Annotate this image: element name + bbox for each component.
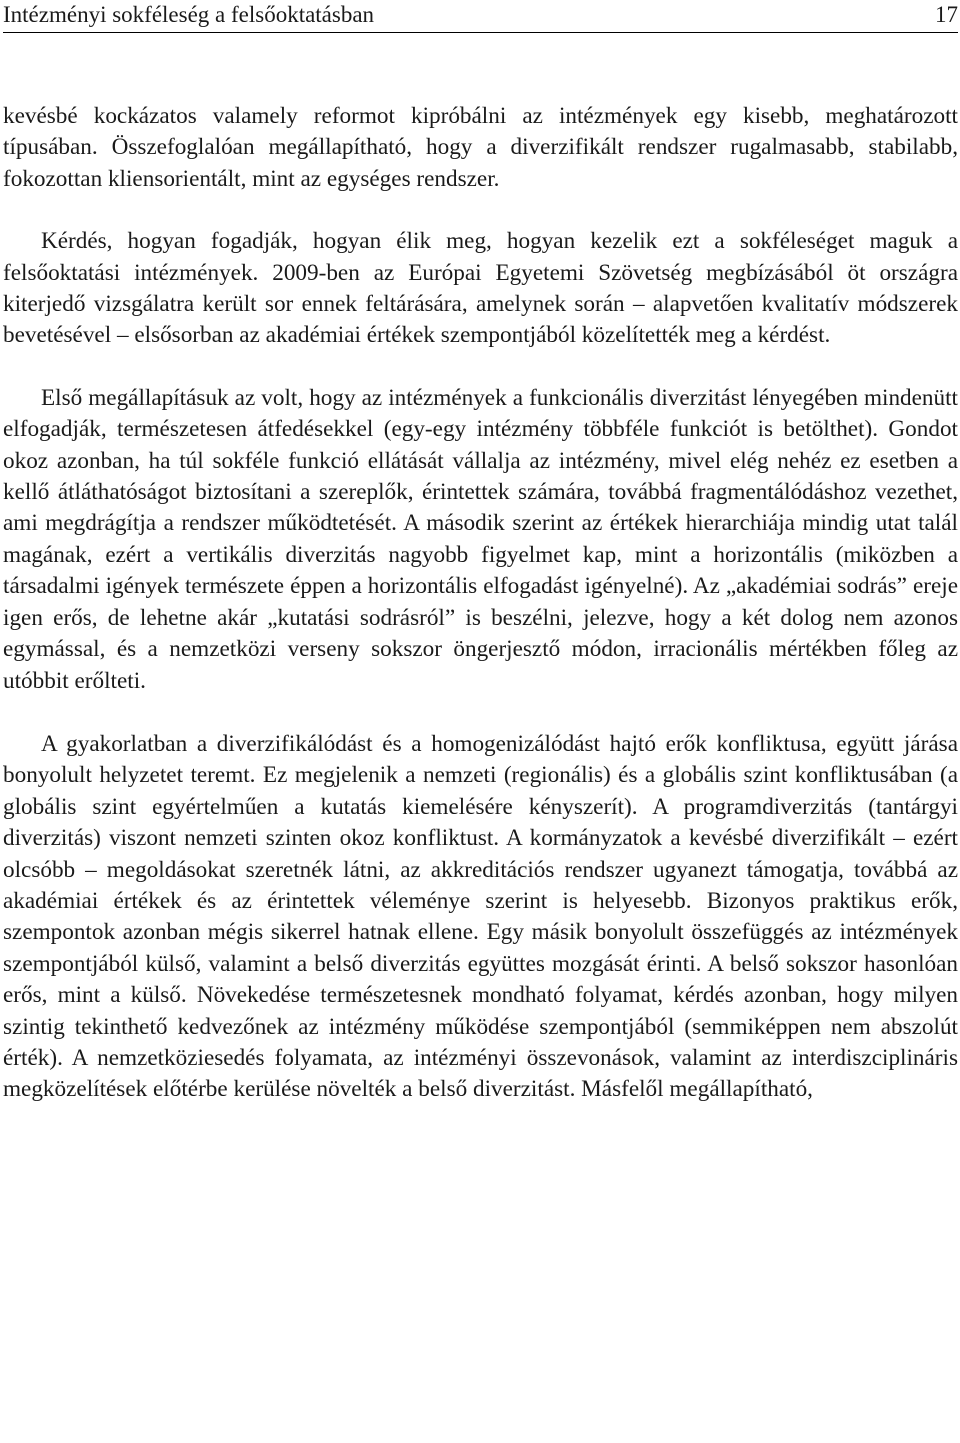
paragraph: Kérdés, hogyan fogadják, hogyan élik meg, hogyan kezelik ezt a sokféleséget maguk a felsőoktatási intézmények. 2009-ben az Európai Egyetemi Szövetség megbízásából öt országra kiterjedő vizsgálatra került sor ennek feltárására, amelynek során – alapvetően kvalitatív módszerek bevetésével – elsősorban az akadémiai értékek szempontjából közelítették meg a kérdést. [3, 228, 958, 349]
paragraph-continuation: kevésbé kockázatos valamely reformot kipróbálni az intézmények egy kisebb, meghatározott típusában. Összefoglalóan megállapítható, hogy a diverzifikált rendszer rugalmasabb, stabilabb, fokozottan kliensorientált, mint az egységes rendszer. [3, 103, 958, 192]
body-text [3, 101, 958, 1106]
paragraph: A gyakorlatban a diverzifikálódást és a homogenizálódást hajtó erők konfliktusa, együtt járása bonyolult helyzetet teremt. Ez megjelenik a nemzeti (regionális) és a globális szint konfliktusában (a globális szint egyértelműen a kutatás kiemelésére kényszerít). A programdiverzitás (tantárgyi diverzitás) viszont nemzeti szinten okoz konfliktust. A kormányzatok a kevésbé diverzifikált – ezért olcsóbb – megoldásokat szeretnék látni, az akkreditációs rendszer ugyanezt támogatja, továbbá az akadémiai értékek és az érintettek véleménye szerint is helyesebb. Bizonyos praktikus erők, szempontok azonban mégis sikerrel hatnak ellene. Egy másik bonyolult összefüggés az intézmények szempontjából külső, valamint a belső diverzitás együttes mozgását érinti. A belső sokszor hasonlóan erős, mint a külső. Növekedése természetesnek mondható folyamat, kérdés azonban, hogy milyen szintig tekinthető kedvezőnek az intézmény működése szempontjából (semmiképpen nem abszolút érték). A nemzetköziesedés folyamata, az intézményi összevonások, valamint az interdiszciplináris megközelítések előtérbe kerülése növelték a belső diverzitást. Másfelől megállapítható, [3, 730, 958, 1103]
running-header [3, 0, 958, 33]
document-page [3, 0, 958, 1106]
header-title: Intézményi sokféleség a felsőoktatásban [3, 2, 375, 27]
paragraph: Első megállapításuk az volt, hogy az intézmények a funkcionális diverzitást lényegében mindenütt elfogadják, természetesen átfedésekkel (egy-egy intézmény többféle funkciót is betölthet). Gondot okoz azonban, ha túl sokféle funkció ellátását vállalja az intézmény, mivel elég nehéz ez esetben a kellő átláthatóságot biztosítani a szereplők, érintettek számára, továbbá fragmentálódáshoz vezethet, ami megdrágítja a rendszer működtetését. A második szerint az értékek hierarchiája mindig utat talál magának, ezért a vertikális diverzitás nagyobb figyelmet kap, mint a horizontális (miközben a társadalmi igények természete éppen a horizontális elfogadást igényelné). Az „akadémiai sodrás” ereje igen erős, de lehetne akár „kutatási sodrásról” is beszélni, jelezve, hogy a két dolog nem azonos egymással, és a nemzetközi verseny sokszor öngerjesztő módon, irracionális mértékben főleg az utóbbit erőlteti. [3, 384, 958, 694]
page-number: 17 [935, 2, 958, 27]
